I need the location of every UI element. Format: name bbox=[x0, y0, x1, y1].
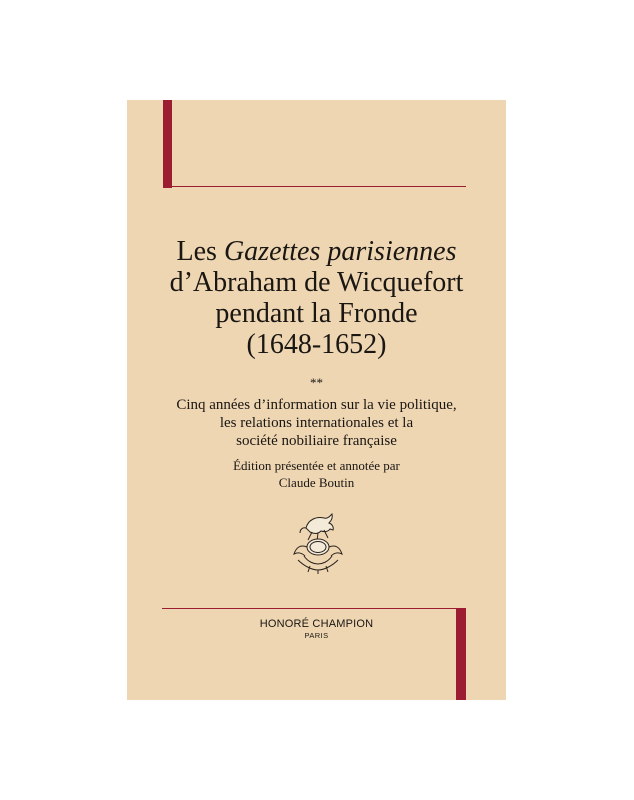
title-prefix: Les bbox=[176, 236, 224, 267]
book-cover bbox=[127, 100, 506, 700]
title-line-3: pendant la Fronde bbox=[215, 298, 418, 329]
title-line-4: (1648-1652) bbox=[246, 329, 387, 360]
publisher-city: PARIS bbox=[304, 631, 329, 640]
volume-mark: ** bbox=[310, 375, 323, 390]
top-accent-bar bbox=[163, 100, 172, 188]
book-subtitle bbox=[127, 396, 506, 450]
publisher-name: HONORÉ CHAMPION bbox=[259, 618, 374, 630]
title-italic: Gazettes parisiennes bbox=[223, 236, 457, 267]
editor-label: Édition présentée et annotée par bbox=[233, 458, 400, 473]
horse-crest-emblem-icon bbox=[288, 510, 348, 576]
editor-name: Claude Boutin bbox=[278, 475, 355, 490]
bottom-rule bbox=[162, 608, 456, 609]
subtitle-line-3: société nobiliaire française bbox=[236, 433, 397, 449]
editor-credit bbox=[127, 457, 506, 491]
top-rule bbox=[172, 186, 466, 187]
title-line-2: d’Abraham de Wicquefort bbox=[169, 267, 464, 298]
subtitle-line-2: les relations internationales et la bbox=[219, 415, 414, 431]
subtitle-line-1: Cinq années d’information sur la vie politique, bbox=[176, 397, 457, 413]
title-line-1 bbox=[127, 236, 506, 267]
publisher-block bbox=[127, 618, 506, 641]
book-title bbox=[127, 236, 506, 360]
